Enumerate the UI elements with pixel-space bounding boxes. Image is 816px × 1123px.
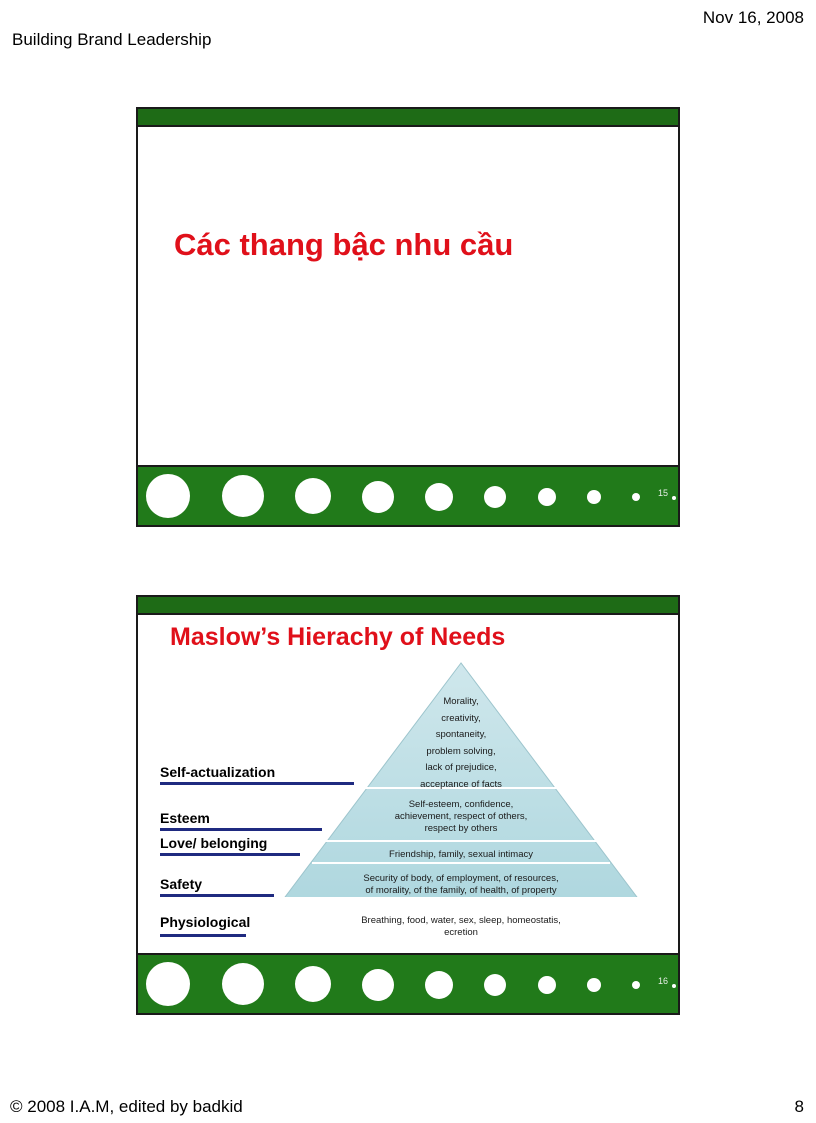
level-label: Self-actualization: [160, 764, 276, 780]
decor-circle: [146, 962, 190, 1006]
slide-number: 15: [657, 488, 668, 498]
decor-circle: [587, 978, 601, 992]
level-label: Esteem: [160, 810, 210, 826]
decor-circle: [587, 490, 601, 504]
decor-circle: [362, 481, 394, 513]
decor-circle: [632, 981, 640, 989]
decor-circle: [538, 488, 556, 506]
decor-circle: [295, 478, 331, 514]
decor-circle: [672, 984, 676, 988]
level-underline: [160, 853, 300, 856]
pyramid-top-text: Morality, creativity, spontaneity, problem solving, lack of prejudice, acceptance of facts: [420, 696, 502, 790]
slide-number: 16: [657, 976, 668, 986]
level-label: Physiological: [160, 914, 251, 930]
decor-circle: [484, 486, 506, 508]
document-title: Building Brand Leadership: [12, 30, 212, 49]
decor-circle: [672, 496, 676, 500]
decor-circle: [425, 971, 453, 999]
level-underline: [160, 782, 354, 785]
decor-circle: [538, 976, 556, 994]
level-label: Love/ belonging: [160, 835, 268, 851]
pyramid-safety-text: Security of body, of employment, of resources, of morality, of the family, of health, of property: [363, 873, 559, 896]
slide-15: [136, 107, 680, 527]
decor-circle: [425, 483, 453, 511]
slide-title: Các thang bậc nhu cầu: [174, 227, 514, 262]
level-underline: [160, 828, 322, 831]
slide-bottom-bar: [138, 465, 678, 525]
document-date: Nov 16, 2008: [702, 8, 804, 27]
copyright-text: © 2008 I.A.M, edited by badkid: [10, 1097, 243, 1116]
decor-circle: [146, 474, 190, 518]
decor-circle: [222, 963, 264, 1005]
slide-top-bar: [138, 109, 678, 127]
slide-16: [136, 595, 680, 1015]
decor-circle: [295, 966, 331, 1002]
slide-title: Maslow’s Hierachy of Needs: [170, 623, 506, 651]
slide-bottom-bar: [138, 953, 678, 1013]
decor-circle: [362, 969, 394, 1001]
level-underline: [160, 894, 274, 897]
decor-circle: [484, 974, 506, 996]
pyramid-physiological-text: Breathing, food, water, sex, sleep, homeostatis, ecretion: [361, 915, 561, 938]
decor-circle: [222, 475, 264, 517]
decor-circle: [632, 493, 640, 501]
page-number: 8: [794, 1097, 804, 1116]
pyramid-esteem-text: Self-esteem, confidence, achievement, respect of others, respect by others: [394, 799, 528, 834]
level-underline: [160, 934, 246, 937]
pyramid-love-text: Friendship, family, sexual intimacy: [389, 849, 533, 860]
level-label: Safety: [160, 876, 203, 892]
